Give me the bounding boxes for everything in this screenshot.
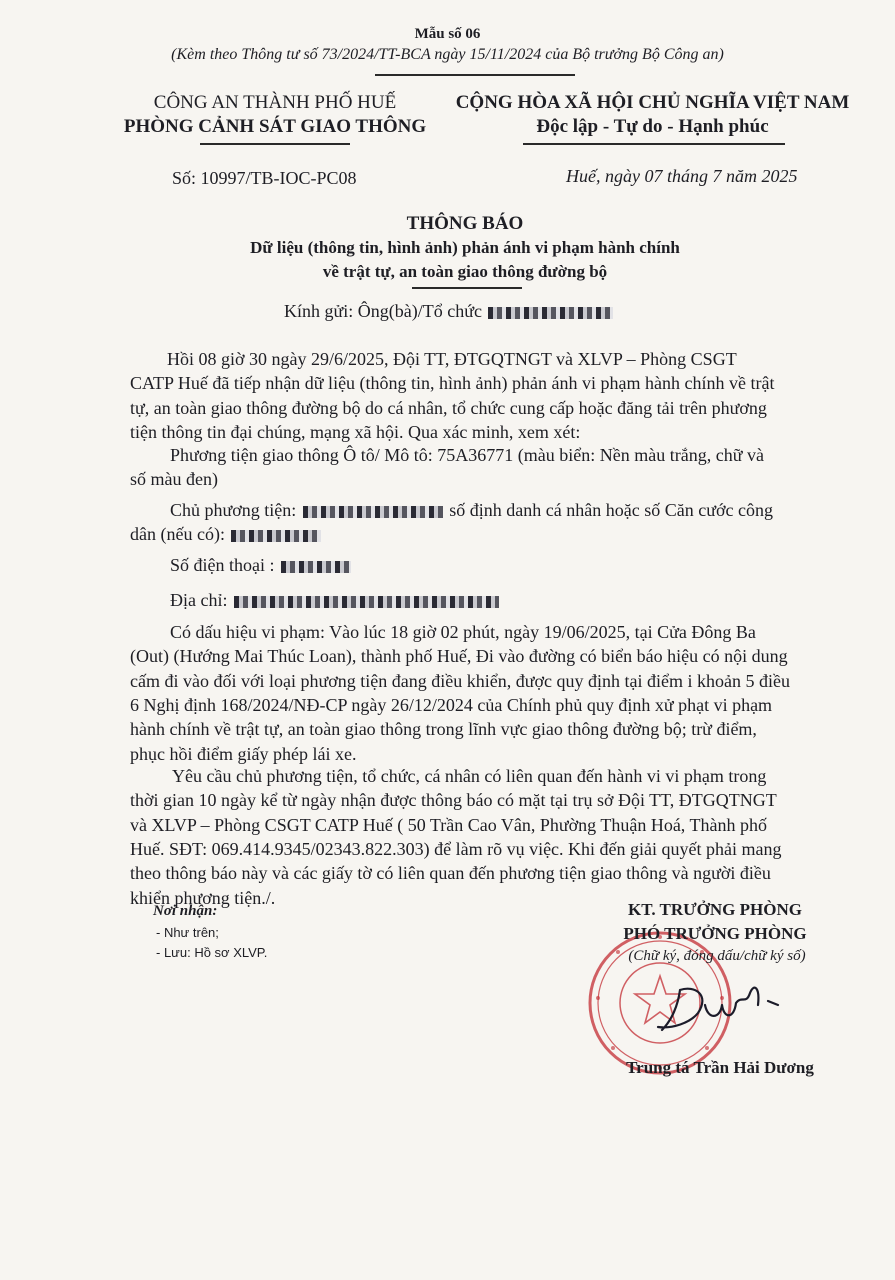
redacted-owner-name: [303, 506, 443, 518]
vehicle-line: Phương tiện giao thông Ô tô/ Mô tô: 75A36771 (màu biển: Nền màu trắng, chữ và: [170, 445, 764, 465]
document-title: THÔNG BÁO: [406, 213, 524, 234]
request-line: khiển phương tiện./.: [130, 887, 276, 908]
document-number: Số: 10997/TB-IOC-PC08: [172, 168, 357, 188]
recipient-line: [284, 301, 615, 322]
phone-line: [170, 553, 353, 577]
document-subtitle-1: Dữ liệu (thông tin, hình ảnh) phản ánh vi phạm hành chính: [250, 238, 680, 257]
agency-parent: CÔNG AN THÀNH PHỐ HUẾ: [153, 92, 397, 113]
nation-title: CỘNG HÒA XÃ HỘI CHỦ NGHĨA VIỆT NAM: [455, 92, 850, 113]
document-subtitle-2: về trật tự, an toàn giao thông đường bộ: [322, 262, 608, 281]
redacted-recipient: [488, 307, 613, 319]
vehicle-line: số màu đen): [130, 469, 218, 489]
agency-name: PHÒNG CẢNH SÁT GIAO THÔNG: [123, 116, 427, 137]
request-line: Huế. SĐT: 069.414.9345/02343.822.303) để làm rõ vụ việc. Khi đến giải quyết phải mang: [130, 839, 782, 859]
form-reference: (Kèm theo Thông tư số 73/2024/TT-BCA ngày 15/11/2024 của Bộ trưởng Bộ Công an): [171, 46, 724, 63]
nation-motto: Độc lập - Tự do - Hạnh phúc: [536, 116, 769, 137]
redacted-phone: [281, 561, 351, 573]
intro-line: tiện thông tin đại chúng, mạng xã hội. Qua xác minh, xem xét:: [130, 422, 581, 442]
owner-id-line: [130, 522, 323, 546]
form-number: Mẫu số 06: [414, 26, 481, 42]
redacted-owner-id: [231, 530, 321, 542]
signature-title-1: KT. TRƯỞNG PHÒNG: [628, 900, 802, 919]
intro-line: Hồi 08 giờ 30 ngày 29/6/2025, Đội TT, ĐTGQTNGT và XLVP – Phòng CSGT: [167, 349, 737, 369]
handwritten-signature: [650, 975, 800, 1040]
violation-line: Có dấu hiệu vi phạm: Vào lúc 18 giờ 02 phút, ngày 19/06/2025, tại Cửa Đông Ba: [170, 622, 756, 642]
violation-line: phục hồi điểm giấy phép lái xe.: [130, 743, 357, 764]
signature-title-2: PHÓ TRƯỞNG PHÒNG: [623, 924, 807, 943]
owner-line: [170, 498, 773, 522]
request-line: theo thông báo này và các giấy tờ có liên quan đến phương tiện giao thông và người điều: [130, 863, 771, 883]
violation-line: (Out) (Hướng Mai Thúc Loan), thành phố Huế, Đi vào đường có biển báo hiệu có nội dung: [130, 646, 788, 666]
phone-label: Số điện thoại :: [170, 555, 275, 575]
owner-id-label-2: dân (nếu có):: [130, 524, 225, 544]
title-underline: [412, 287, 522, 289]
recipient-label: Kính gửi: Ông(bà)/Tổ chức: [284, 301, 482, 321]
request-line: Yêu cầu chủ phương tiện, tổ chức, cá nhân có liên quan đến hành vi vi phạm trong: [172, 766, 767, 786]
recipient-item: - Như trên;: [156, 925, 219, 940]
address-label: Địa chỉ:: [170, 590, 228, 610]
violation-line: hành chính về trật tự, an toàn giao thông trong lĩnh vực giao thông đường bộ; trừ điểm,: [130, 719, 757, 739]
header-rule: [375, 74, 575, 76]
recipient-item: - Lưu: Hồ sơ XLVP.: [156, 945, 268, 960]
owner-label: Chủ phương tiện:: [170, 500, 297, 520]
request-line: thời gian 10 ngày kể từ ngày nhận được thông báo có mặt tại trụ sở Đội TT, ĐTGQTNGT: [130, 790, 777, 810]
owner-id-label: số định danh cá nhân hoặc số Căn cước công: [449, 500, 773, 520]
request-line: và XLVP – Phòng CSGT CATP Huế ( 50 Trần Cao Vân, Phường Thuận Hoá, Thành phố: [130, 814, 767, 835]
agency-underline: [200, 143, 350, 145]
violation-line: 6 Nghị định 168/2024/NĐ-CP ngày 26/12/2024 của Chính phủ quy định xử phạt vi phạm: [130, 695, 773, 715]
signer-name: Trung tá Trần Hải Dương: [626, 1058, 814, 1077]
signature-note: (Chữ ký, đóng dấu/chữ ký số): [628, 948, 806, 964]
violation-line: cấm đi vào đối với loại phương tiện đang điều khiển, được quy định tại điểm i khoản 5 điều: [130, 670, 790, 691]
recipients-heading: Nơi nhận:: [153, 903, 218, 919]
redacted-address: [234, 596, 499, 608]
date-line: Huế, ngày 07 tháng 7 năm 2025: [566, 166, 798, 186]
intro-line: CATP Huế đã tiếp nhận dữ liệu (thông tin, hình ảnh) phản ánh vi phạm hành chính về trật: [130, 373, 775, 393]
address-line: [170, 588, 501, 612]
motto-underline: [523, 143, 785, 145]
intro-line: tự, an toàn giao thông đường bộ do cá nhân, tổ chức cung cấp hoặc đăng tải trên phương: [130, 397, 767, 418]
